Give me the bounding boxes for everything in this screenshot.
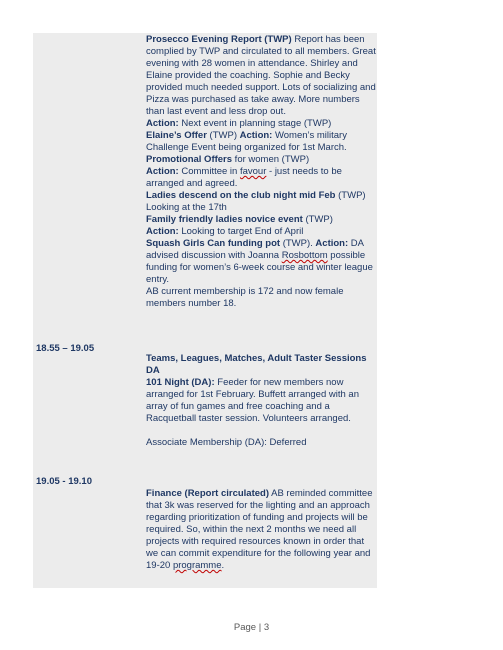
paragraph: Elaine’s Offer (TWP) Action: Women’s military Challenge Event being organized for 1st March.	[146, 130, 347, 153]
paragraph: Family friendly ladies novice event (TWP)	[146, 214, 333, 225]
page-separator: |	[258, 622, 262, 633]
time-slot: 19.05 - 19.10	[36, 476, 92, 487]
minutes-content	[146, 353, 376, 449]
paragraph: Action: Committee in favour - just needs to be arranged and agreed.	[146, 166, 342, 189]
paragraph: Action: Next event in planning stage (TWP)	[146, 118, 332, 129]
spacer	[146, 425, 376, 437]
page-footer	[0, 622, 503, 633]
paragraph: AB current membership is 172 and now female members number 18.	[146, 286, 344, 309]
page-label: Page	[233, 622, 257, 633]
paragraph: Action: Looking to target End of April	[146, 226, 304, 237]
page-number: 3	[263, 622, 270, 633]
paragraph: Prosecco Evening Report (TWP) Report has been complied by TWP and circulated to all members. Great evening with 28 women in attendance. Shirley and Elaine provided the coaching. Sophie and Becky provided much needed support. Lots of socializing and Pizza was purchased as take away. More numbers than last event and less drop out.	[146, 34, 376, 117]
paragraph: Ladies descend on the club night mid Feb (TWP) Looking at the 17th	[146, 190, 366, 213]
paragraph: Squash Girls Can funding pot (TWP). Action: DA advised discussion with Joanna Rosbottom possible funding for women’s 6-week course and winter league entry.	[146, 238, 373, 285]
paragraph: Promotional Offers for women (TWP)	[146, 154, 310, 165]
paragraph: Finance (Report circulated) AB reminded committee that 3k was reserved for the lighting and an approach regarding prioritization of funding and projects will be required. So, within the next 2 months we need all projects with required resources known in order that we can commit expenditure for the following year and 19-20 programme.	[146, 488, 373, 571]
minutes-content	[146, 34, 376, 310]
paragraph: Associate Membership (DA): Deferred	[146, 437, 307, 448]
paragraph: 101 Night (DA): Feeder for new members now arranged for 1st February. Buffett arranged with an array of fun games and free coaching and a Racquetball taster session. Volunteers arranged.	[146, 377, 359, 424]
minutes-content	[146, 488, 376, 572]
time-slot: 18.55 – 19.05	[36, 343, 95, 354]
paragraph: Teams, Leagues, Matches, Adult Taster Sessions DA	[146, 353, 367, 376]
